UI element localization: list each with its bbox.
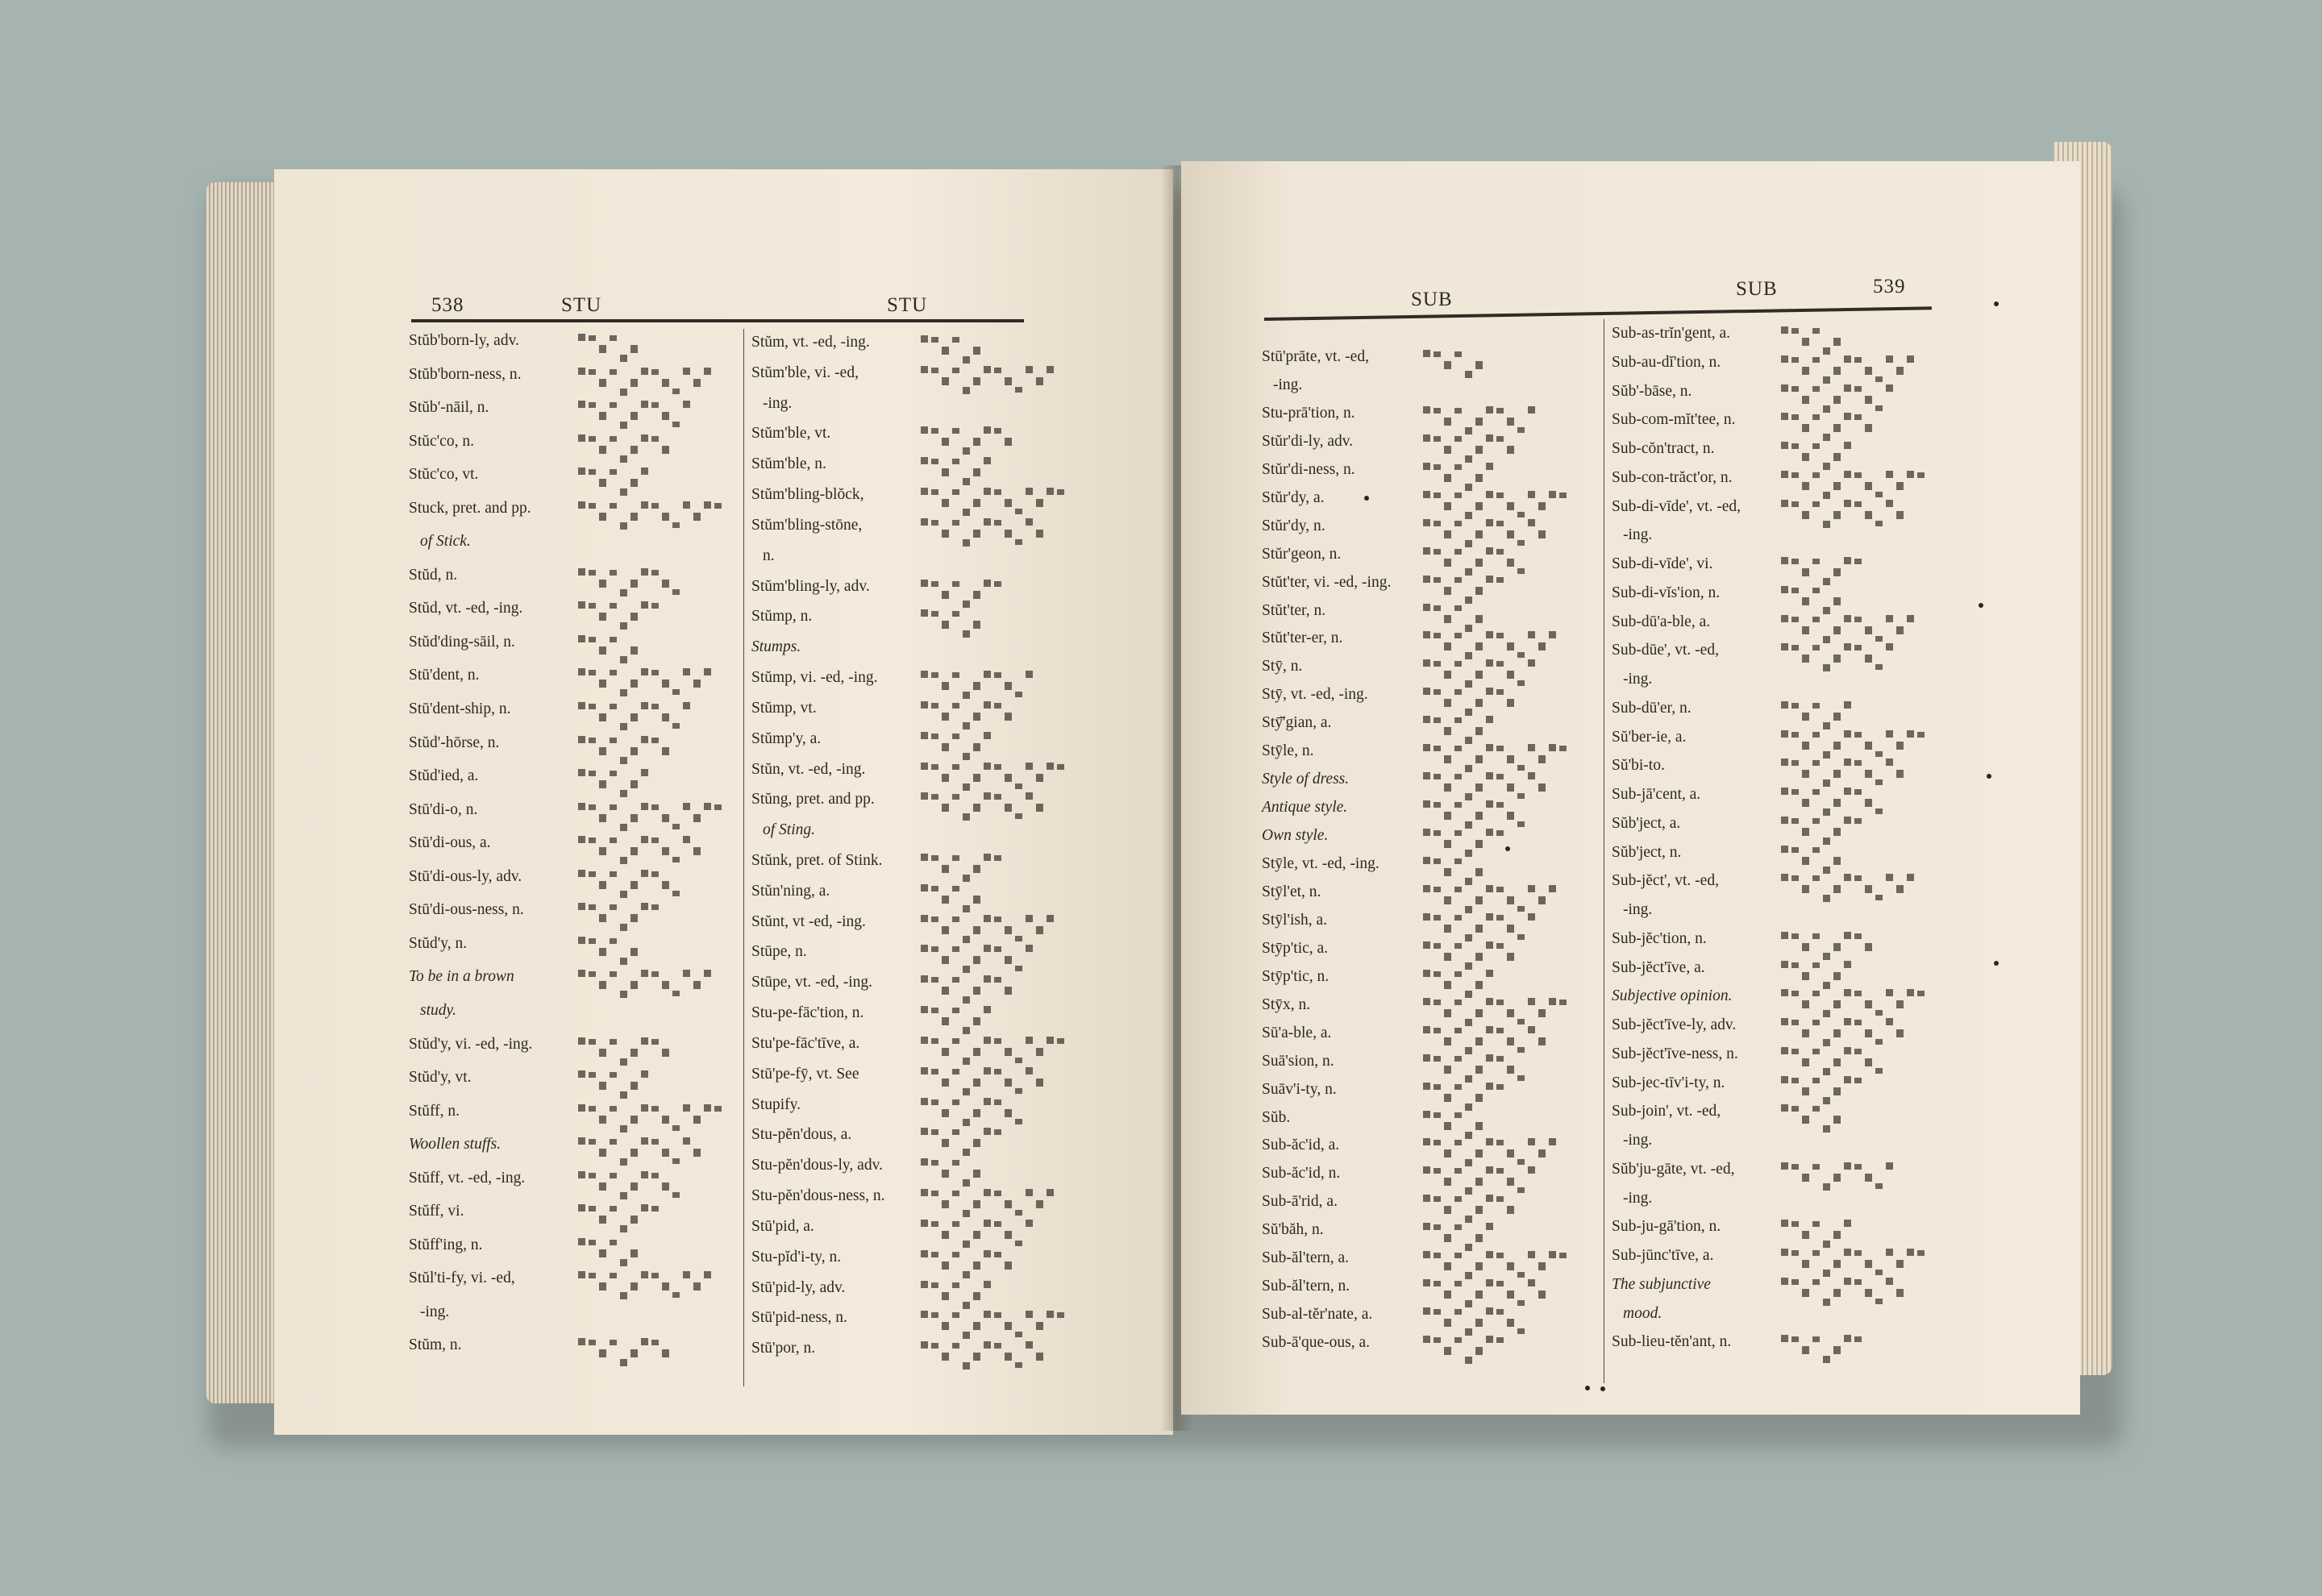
dictionary-entry: -ing.: [1623, 526, 1653, 544]
dictionary-entry: Sū'a-ble, a.: [1262, 1024, 1332, 1041]
dictionary-entry: Stȳ̆'gian, a.: [1262, 714, 1332, 732]
dictionary-entry: Sub-jĕct', vt. -ed,: [1612, 872, 1719, 890]
dictionary-entry: Stū'pe-fȳ, vt. See: [751, 1065, 859, 1083]
dictionary-entry: -ing.: [420, 1303, 450, 1320]
dictionary-entry: Stŭd'-hōrse, n.: [409, 734, 500, 751]
dictionary-entry: Stȳle, vt. -ed, -ing.: [1262, 855, 1379, 872]
dictionary-entry: Sub-di-vīde', vi.: [1612, 555, 1713, 572]
dictionary-entry: -ing.: [1623, 671, 1653, 688]
ink-speck: [1505, 846, 1510, 851]
dictionary-entry: Sŭb.: [1262, 1108, 1291, 1126]
dictionary-entry: Stŭb'born-ness, n.: [409, 365, 522, 383]
japanese-gloss: [578, 368, 711, 405]
dictionary-entry: Stū'pid-ness, n.: [751, 1309, 847, 1327]
japanese-gloss: [1781, 874, 1914, 911]
dictionary-entry: Subjective opinion.: [1612, 987, 1733, 1005]
dictionary-entry: Stŭmp, n.: [751, 608, 813, 626]
dictionary-entry: Sub-ju-gā'tion, n.: [1612, 1218, 1721, 1236]
dictionary-entry: Sŭ'ber-ie, a.: [1612, 728, 1687, 746]
japanese-gloss: [578, 1171, 680, 1208]
dictionary-entry: Sub-jūnc'tīve, a.: [1612, 1247, 1714, 1264]
dictionary-entry: Sub-ăc'id, a.: [1262, 1137, 1340, 1154]
dictionary-entry: Suā'sion, n.: [1262, 1052, 1334, 1070]
japanese-gloss: [578, 1238, 638, 1275]
dictionary-entry: Stū'di-o, n.: [409, 800, 478, 818]
dictionary-entry: Sub-dū'er, n.: [1612, 699, 1692, 717]
dictionary-entry: Stŭff, vi.: [409, 1203, 464, 1220]
dictionary-entry: mood.: [1623, 1304, 1662, 1322]
dictionary-entry: Stū'dent, n.: [409, 667, 480, 684]
dictionary-entry: Stŭr'dy, a.: [1262, 488, 1325, 506]
dictionary-entry: Stumps.: [751, 638, 801, 656]
dictionary-entry: of Sting.: [763, 821, 816, 839]
dictionary-entry: Stu-pĕn'dous, a.: [751, 1126, 852, 1144]
dictionary-entry: Stū'di-ous-ness, n.: [409, 901, 524, 919]
dictionary-entry: Stū'por, n.: [751, 1340, 816, 1357]
japanese-gloss: [578, 1338, 669, 1375]
japanese-gloss: [578, 1137, 701, 1174]
dictionary-entry: Stȳp'tic, a.: [1262, 939, 1329, 957]
dictionary-entry: Stu-pe-fāc'tion, n.: [751, 1004, 864, 1022]
japanese-gloss: [578, 769, 648, 806]
dictionary-entry: Stŭd, vt. -ed, -ing.: [409, 600, 523, 617]
japanese-gloss: [921, 792, 1043, 829]
japanese-gloss: [578, 1271, 711, 1308]
column-divider: [743, 329, 744, 1386]
japanese-gloss: [578, 1037, 669, 1074]
dictionary-entry: Own style.: [1262, 827, 1329, 845]
japanese-gloss: [1781, 1162, 1893, 1199]
dictionary-entry: of Stick.: [420, 533, 471, 551]
japanese-gloss: [578, 635, 638, 672]
dictionary-entry: Sub-ăl'tern, n.: [1262, 1278, 1350, 1295]
right-column-2: [1612, 161, 1950, 1415]
left-page: [274, 169, 1173, 1435]
dictionary-entry: Stȳle, n.: [1262, 742, 1314, 760]
japanese-gloss: [578, 736, 669, 773]
dictionary-entry: Stuck, pret. and pp.: [409, 499, 531, 517]
dictionary-entry: Sub-jĕct'īve-ness, n.: [1612, 1045, 1738, 1062]
dictionary-entry: Stŭnk, pret. of Stink.: [751, 852, 883, 869]
dictionary-entry: Stŭr'dy, n.: [1262, 517, 1325, 534]
dictionary-entry: Stu-prā'tion, n.: [1262, 404, 1355, 422]
dictionary-entry: Sŭb'ject, n.: [1612, 843, 1682, 861]
dictionary-entry: Sub-jec-tīv'i-ty, n.: [1612, 1074, 1725, 1091]
dictionary-entry: Stȳ, n.: [1262, 658, 1303, 675]
japanese-gloss: [578, 803, 722, 840]
dictionary-entry: Stŭd'y, vi. -ed, -ing.: [409, 1035, 533, 1053]
dictionary-entry: Stŭm'ble, n.: [751, 455, 826, 473]
left-column-1: [409, 169, 739, 1427]
dictionary-entry: Stŭm'bling-blŏck,: [751, 486, 864, 504]
japanese-gloss: [578, 1204, 659, 1241]
japanese-gloss: [1781, 1104, 1841, 1141]
ink-speck: [1364, 496, 1369, 501]
dictionary-entry: Stŭd, n.: [409, 566, 458, 584]
ink-speck: [1600, 1386, 1605, 1391]
dictionary-entry: Stŭb'-nāil, n.: [409, 399, 489, 417]
dictionary-entry: Stŭff, vt. -ed, -ing.: [409, 1169, 526, 1187]
running-head-right: STU: [887, 294, 928, 316]
dictionary-entry: Stū'di-ous-ly, adv.: [409, 867, 522, 885]
dictionary-entry: Sub-di-vĭs'ion, n.: [1612, 584, 1721, 601]
dictionary-entry: Sŭb'ject, a.: [1612, 814, 1681, 832]
dictionary-entry: Stū'pid, a.: [751, 1217, 814, 1235]
right-column-1: [1262, 161, 1600, 1415]
dictionary-entry: Stŭr'di-ness, n.: [1262, 460, 1355, 478]
dictionary-entry: Sub-join', vt. -ed,: [1612, 1103, 1721, 1120]
japanese-gloss: [578, 702, 690, 739]
dictionary-entry: Sub-ā'que-ous, a.: [1262, 1334, 1371, 1352]
running-head-right: SUB: [1736, 278, 1778, 300]
dictionary-entry: study.: [420, 1001, 456, 1019]
dictionary-entry: Sub-lieu-tĕn'ant, n.: [1612, 1333, 1732, 1351]
japanese-gloss: [578, 870, 680, 907]
dictionary-entry: Sub-jĕc'tion, n.: [1612, 929, 1707, 947]
dictionary-entry: Stu-pĭd'i-ty, n.: [751, 1248, 842, 1266]
dictionary-entry: Stŭm'ble, vt.: [751, 425, 831, 443]
japanese-gloss: [578, 468, 648, 505]
dictionary-entry: Stū'di-ous, a.: [409, 834, 491, 852]
dictionary-entry: Stū'dent-ship, n.: [409, 700, 511, 718]
dictionary-entry: Stŭm, n.: [409, 1336, 462, 1354]
dictionary-entry: Stŭff'ing, n.: [409, 1236, 483, 1253]
dictionary-entry: Stŭn, vt. -ed, -ing.: [751, 760, 866, 778]
dictionary-entry: Sub-di-vīde', vt. -ed,: [1612, 497, 1742, 515]
ink-speck: [1987, 774, 1991, 779]
dictionary-entry: Sŭb'-bāse, n.: [1612, 382, 1692, 400]
dictionary-entry: Sub-jĕct'īve, a.: [1612, 958, 1705, 976]
dictionary-entry: Sub-ăc'id, n.: [1262, 1165, 1341, 1182]
ink-speck: [1979, 603, 1983, 608]
dictionary-entry: Stŭd'y, n.: [409, 934, 468, 952]
dictionary-entry: Stŭmp'y, a.: [751, 729, 822, 747]
dictionary-entry: Stŭc'co, n.: [409, 432, 474, 450]
dictionary-entry: Sub-con-trăct'or, n.: [1612, 468, 1733, 486]
dictionary-entry: Stŭm'bling-ly, adv.: [751, 577, 870, 595]
dictionary-entry: Stŭm'ble, vi. -ed,: [751, 364, 859, 381]
dictionary-entry: Sub-com-mĭt'tee, n.: [1612, 411, 1736, 429]
dictionary-entry: Stŭff, n.: [409, 1102, 460, 1120]
dictionary-entry: Stŭmp, vt.: [751, 699, 817, 717]
japanese-gloss: [578, 501, 722, 538]
ink-speck: [1994, 301, 1999, 306]
dictionary-entry: -ing.: [1623, 1189, 1653, 1207]
japanese-gloss: [921, 518, 1043, 555]
dictionary-entry: Stȳl'ish, a.: [1262, 911, 1327, 929]
dictionary-entry: Stŭnt, vt -ed, -ing.: [751, 912, 866, 930]
dictionary-entry: Stŭt'ter-er, n.: [1262, 630, 1343, 647]
japanese-gloss: [578, 937, 638, 974]
japanese-gloss: [578, 568, 680, 605]
dictionary-entry: Stŭm'bling-stōne,: [751, 516, 863, 534]
dictionary-entry: To be in a brown: [409, 968, 514, 986]
japanese-gloss: [578, 1070, 648, 1108]
dictionary-entry: Stŭt'ter, vi. -ed, -ing.: [1262, 573, 1392, 591]
dictionary-entry: Stȳx, n.: [1262, 995, 1311, 1013]
running-head-left: SUB: [1411, 289, 1453, 310]
japanese-gloss: [1781, 1335, 1862, 1372]
dictionary-entry: Sub-jā'cent, a.: [1612, 786, 1701, 803]
page-number: 538: [431, 294, 464, 316]
japanese-gloss: [578, 401, 690, 438]
japanese-gloss: [578, 434, 669, 472]
dictionary-entry: Stŭn'ning, a.: [751, 882, 830, 900]
ink-speck: [1585, 1386, 1590, 1390]
dictionary-entry: Stu'pe-fāc'tīve, a.: [751, 1034, 860, 1052]
dictionary-entry: Sub-au-dĭ'tion, n.: [1612, 353, 1721, 371]
japanese-gloss: [578, 970, 711, 1007]
dictionary-entry: Sub-cŏn'tract, n.: [1612, 440, 1715, 457]
dictionary-entry: -ing.: [763, 394, 793, 412]
dictionary-entry: Stūpe, vt. -ed, -ing.: [751, 974, 873, 991]
left-column-2: [751, 169, 1074, 1427]
running-head-left: STU: [561, 294, 602, 316]
dictionary-entry: Stŭng, pret. and pp.: [751, 791, 875, 808]
dictionary-entry: The subjunctive: [1612, 1275, 1711, 1293]
page-number: 539: [1873, 276, 1906, 297]
dictionary-entry: Stŭd'ding-sāil, n.: [409, 633, 515, 650]
japanese-gloss: [578, 1104, 722, 1141]
dictionary-entry: Stŭl'ti-fy, vi. -ed,: [409, 1270, 515, 1287]
japanese-gloss: [921, 609, 980, 646]
japanese-gloss: [578, 668, 711, 705]
right-page: [1181, 161, 2080, 1415]
japanese-gloss: [921, 1341, 1043, 1378]
dictionary-entry: Stŭb'born-ly, adv.: [409, 332, 519, 349]
dictionary-entry: Woollen stuffs.: [409, 1136, 501, 1153]
dictionary-entry: Stŭr'di-ly, adv.: [1262, 432, 1354, 450]
dictionary-entry: Stȳl'et, n.: [1262, 883, 1321, 900]
dictionary-entry: Stŭc'co, vt.: [409, 466, 479, 484]
ink-speck: [1994, 961, 1999, 966]
japanese-gloss: [578, 903, 659, 940]
dictionary-entry: Stŭmp, vi. -ed, -ing.: [751, 669, 878, 687]
dictionary-entry: Stū'prāte, vt. -ed,: [1262, 348, 1369, 365]
dictionary-entry: Sub-dū'a-ble, a.: [1612, 613, 1711, 630]
dictionary-entry: Stŭm, vt. -ed, -ing.: [751, 334, 870, 351]
dictionary-entry: Stȳp'tic, n.: [1262, 967, 1330, 985]
left-page-edges: [206, 182, 279, 1403]
dictionary-entry: Sub-as-trĭn'gent, a.: [1612, 325, 1731, 342]
dictionary-entry: Stupify.: [751, 1095, 801, 1113]
japanese-gloss: [1423, 1336, 1504, 1373]
dictionary-entry: Sub-ăl'tern, a.: [1262, 1249, 1350, 1267]
dictionary-entry: -ing.: [1273, 376, 1303, 393]
dictionary-entry: Stu-pĕn'dous-ness, n.: [751, 1187, 885, 1205]
dictionary-entry: -ing.: [1623, 901, 1653, 918]
dictionary-entry: Stūpe, n.: [751, 943, 807, 961]
japanese-gloss: [1781, 643, 1893, 680]
dictionary-entry: Sub-ā'rid, a.: [1262, 1193, 1338, 1211]
japanese-gloss: [1423, 350, 1483, 387]
dictionary-entry: Stȳ, vt. -ed, -ing.: [1262, 686, 1368, 704]
dictionary-entry: Sub-dūe', vt. -ed,: [1612, 642, 1719, 659]
dictionary-entry: Suāv'i-ty, n.: [1262, 1080, 1337, 1098]
japanese-gloss: [921, 366, 1054, 403]
dictionary-entry: Stŭr'geon, n.: [1262, 545, 1342, 563]
dictionary-entry: Antique style.: [1262, 799, 1348, 817]
dictionary-entry: Sŭ'băh, n.: [1262, 1221, 1324, 1239]
dictionary-entry: Stu-pĕn'dous-ly, adv.: [751, 1157, 883, 1174]
dictionary-entry: Style of dress.: [1262, 771, 1350, 788]
dictionary-entry: Stŭd'ied, a.: [409, 767, 479, 785]
japanese-gloss: [1781, 1278, 1904, 1315]
japanese-gloss: [578, 334, 638, 371]
dictionary-entry: Stū'pid-ly, adv.: [751, 1278, 846, 1296]
dictionary-entry: Sŭb'ju-gāte, vt. -ed,: [1612, 1160, 1735, 1178]
dictionary-entry: Sub-al-tĕr'nate, a.: [1262, 1306, 1373, 1324]
dictionary-entry: Sŭ'bi-to.: [1612, 757, 1665, 775]
dictionary-entry: n.: [763, 547, 775, 564]
dictionary-entry: Sub-jĕct'īve-ly, adv.: [1612, 1016, 1737, 1033]
japanese-gloss: [1781, 500, 1904, 537]
japanese-gloss: [578, 601, 659, 638]
japanese-gloss: [578, 836, 701, 873]
dictionary-entry: Stŭd'y, vt.: [409, 1069, 472, 1087]
dictionary-entry: Stŭt'ter, n.: [1262, 601, 1326, 619]
dictionary-entry: -ing.: [1623, 1132, 1653, 1149]
